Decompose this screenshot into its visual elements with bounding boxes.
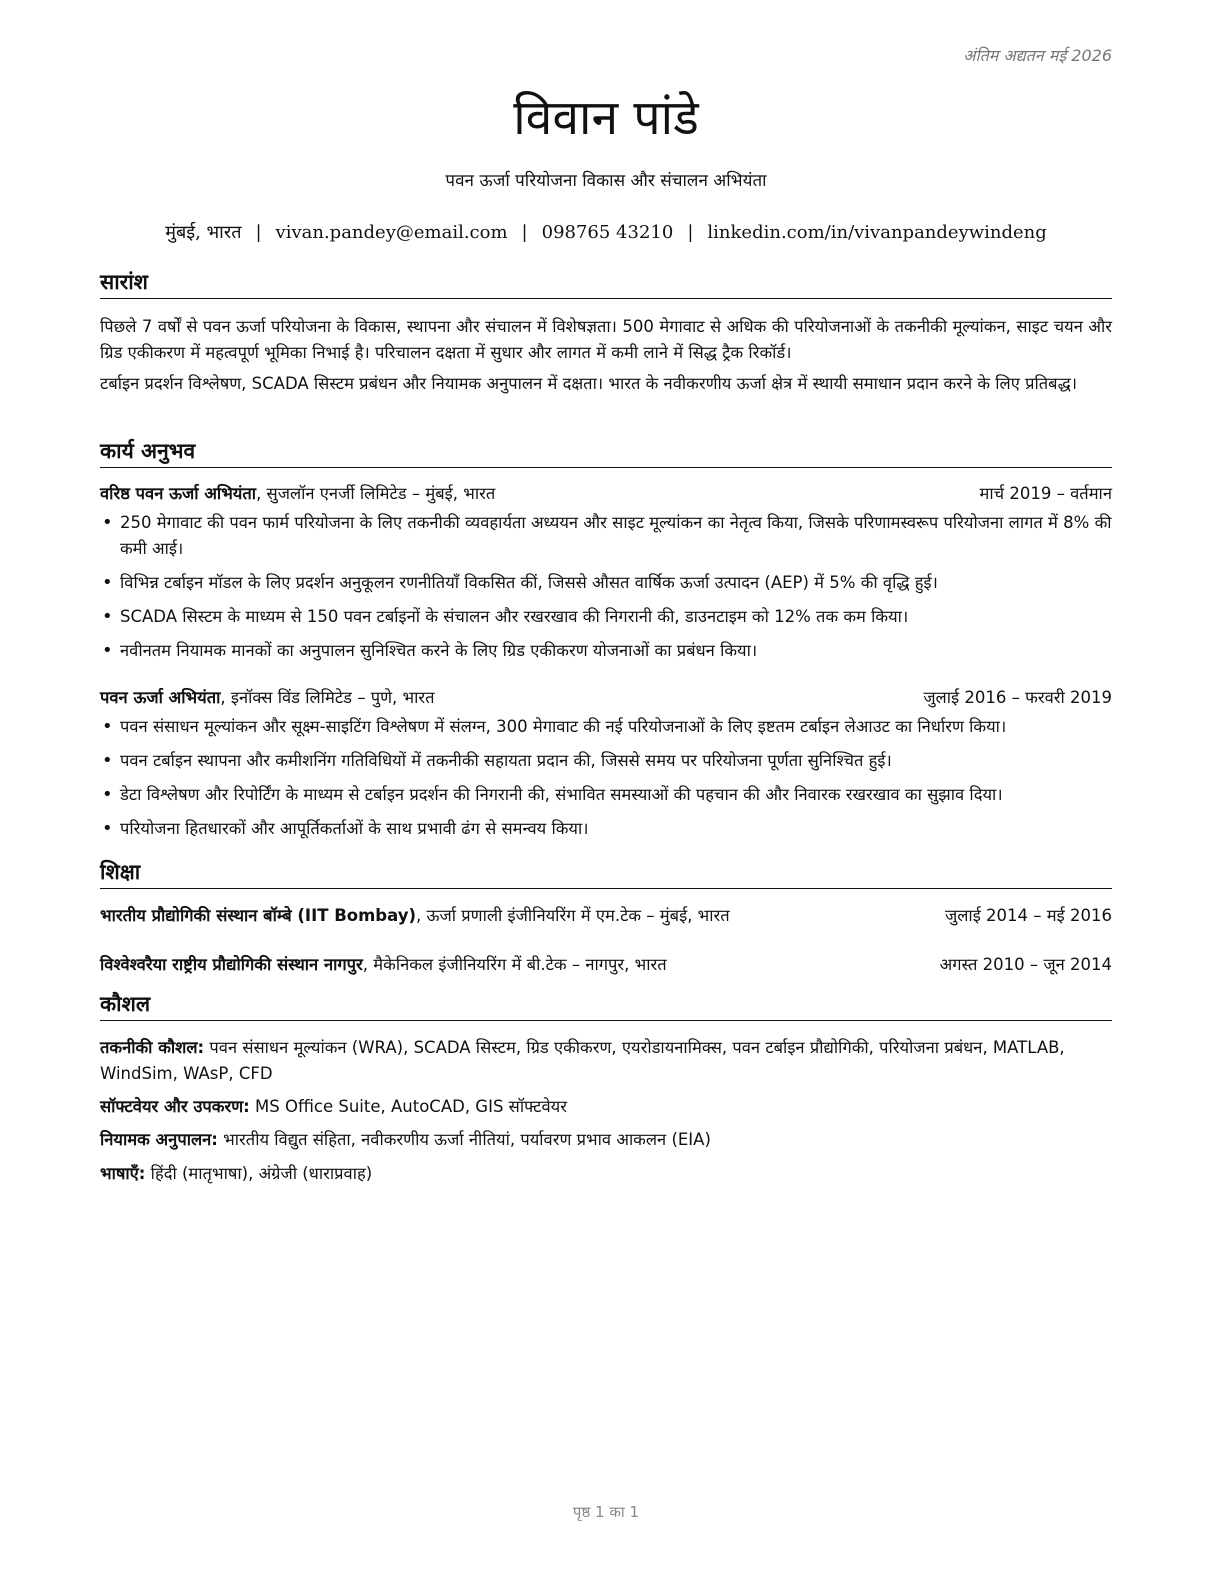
contact-separator: | bbox=[255, 222, 262, 243]
education-item bbox=[100, 952, 1112, 978]
education-item bbox=[100, 903, 1112, 929]
summary-paragraph-1: पिछले 7 वर्षों से पवन ऊर्जा परियोजना के विकास, स्थापना और संचालन में विशेषज्ञता। 500 मेगावाट से अधिक की परियोजनाओं के तकनीकी मूल्यांकन, साइट चयन और ग्रिड एकीकरण में महत्वपूर्ण भूमिका निभाई है। परिचालन दक्षता में सुधार और लागत में कमी लाने में सिद्ध ट्रैक रिकॉर्ड। bbox=[100, 317, 1112, 362]
resume-page bbox=[100, 0, 1112, 1584]
job-bullet: • डेटा विश्लेषण और रिपोर्टिंग के माध्यम से टर्बाइन प्रदर्शन की निगरानी की, संभावित समस्याओं की पहचान की और निवारक रखरखाव का सुझाव दिया। bbox=[100, 782, 1112, 808]
job-bullet: • SCADA सिस्टम के माध्यम से 150 पवन टर्बाइनों के संचालन और रखरखाव की निगरानी की, डाउनटाइम को 12% तक कम किया। bbox=[100, 604, 1112, 630]
skill-label: तकनीकी कौशल: bbox=[100, 1038, 205, 1057]
job-dates: जुलाई 2016 – फरवरी 2019 bbox=[923, 688, 1112, 707]
candidate-subtitle: पवन ऊर्जा परियोजना विकास और संचालन अभियंता bbox=[445, 171, 767, 191]
skill-value: MS Office Suite, AutoCAD, GIS सॉफ्टवेयर bbox=[249, 1097, 567, 1116]
summary-paragraph-2: टर्बाइन प्रदर्शन विश्लेषण, SCADA सिस्टम प्रबंधन और नियामक अनुपालन में दक्षता। भारत के नवीकरणीय ऊर्जा क्षेत्र में स्थायी समाधान प्रदान करने के लिए प्रतिबद्ध। bbox=[100, 374, 1078, 393]
contact-location: मुंबई, भारत bbox=[165, 222, 242, 243]
section-title-skills: कौशल bbox=[100, 990, 1112, 1021]
job-bullet: • विभिन्न टर्बाइन मॉडल के लिए प्रदर्शन अनुकूलन रणनीतियाँ विकसित कीं, जिससे औसत वार्षिक ऊर्जा उत्पादन (AEP) में 5% की वृद्धि हुई। bbox=[100, 570, 1112, 596]
education-dates: जुलाई 2014 – मई 2016 bbox=[945, 906, 1112, 925]
skill-label: भाषाएँ: bbox=[100, 1164, 146, 1183]
job-dates: मार्च 2019 – वर्तमान bbox=[979, 484, 1112, 503]
skill-line-technical bbox=[100, 1035, 1112, 1087]
section-title-education: शिक्षा bbox=[100, 858, 1112, 889]
last-updated: अंतिम अद्यतन मई 2026 bbox=[963, 46, 1112, 65]
job-role: पवन ऊर्जा अभियंता bbox=[100, 688, 221, 707]
page-number: पृष्ठ 1 का 1 bbox=[572, 1503, 640, 1521]
job-org: , इनॉक्स विंड लिमिटेड – पुणे, भारत bbox=[220, 688, 435, 707]
job-bullet: • परियोजना हितधारकों और आपूर्तिकर्ताओं के साथ प्रभावी ढंग से समन्वय किया। bbox=[100, 816, 1112, 842]
job-header bbox=[100, 481, 1112, 507]
education-dates: अगस्त 2010 – जून 2014 bbox=[939, 955, 1112, 974]
skill-line-software bbox=[100, 1094, 1112, 1120]
education-detail: , ऊर्जा प्रणाली इंजीनियरिंग में एम.टेक – मुंबई, भारत bbox=[416, 906, 730, 925]
job-header bbox=[100, 685, 1112, 711]
contact-separator: | bbox=[521, 222, 528, 243]
job-bullets bbox=[100, 510, 1112, 672]
skill-value: भारतीय विद्युत संहिता, नवीकरणीय ऊर्जा नीतियां, पर्यावरण प्रभाव आकलन (EIA) bbox=[217, 1130, 711, 1149]
contact-separator: | bbox=[687, 222, 694, 243]
education-institution: विश्वेश्वरैया राष्ट्रीय प्रौद्योगिकी संस्थान नागपुर bbox=[100, 955, 363, 974]
skill-label: नियामक अनुपालन: bbox=[100, 1130, 218, 1149]
section-title-experience: कार्य अनुभव bbox=[100, 437, 1112, 468]
job-bullet: • पवन टर्बाइन स्थापना और कमीशनिंग गतिविधियों में तकनीकी सहायता प्रदान की, जिससे समय पर परियोजना पूर्णता सुनिश्चित हुई। bbox=[100, 748, 1112, 774]
skill-value: पवन संसाधन मूल्यांकन (WRA), SCADA सिस्टम, ग्रिड एकीकरण, एयरोडायनामिक्स, पवन टर्बाइन प्रौद्योगिकी, परियोजना प्रबंधन, MATLAB, WindSim, WAsP, CFD bbox=[100, 1038, 1065, 1083]
contact-linkedin[interactable]: linkedin.com/in/vivanpandeywindeng bbox=[707, 222, 1047, 243]
contact-email[interactable]: vivan.pandey@email.com bbox=[275, 222, 508, 243]
job-bullet: • पवन संसाधन मूल्यांकन और सूक्ष्म-साइटिंग विश्लेषण में संलग्न, 300 मेगावाट की नई परियोजनाओं के लिए इष्टतम टर्बाइन लेआउट का निर्धारण किया। bbox=[100, 714, 1112, 740]
job-org: , सुजलॉन एनर्जी लिमिटेड – मुंबई, भारत bbox=[256, 484, 496, 503]
contact-line bbox=[100, 220, 1112, 244]
job-bullets bbox=[100, 714, 1112, 850]
job-role: वरिष्ठ पवन ऊर्जा अभियंता bbox=[100, 484, 257, 503]
contact-phone: 098765 43210 bbox=[541, 222, 674, 243]
section-title-summary: सारांश bbox=[100, 268, 1112, 299]
skill-value: हिंदी (मातृभाषा), अंग्रेजी (धाराप्रवाह) bbox=[145, 1164, 373, 1183]
job-bullet: • 250 मेगावाट की पवन फार्म परियोजना के लिए तकनीकी व्यवहार्यता अध्ययन और साइट मूल्यांकन का नेतृत्व किया, जिसके परिणामस्वरूप परियोजना लागत में 8% की कमी आई। bbox=[100, 510, 1112, 562]
education-detail: , मैकेनिकल इंजीनियरिंग में बी.टेक – नागपुर, भारत bbox=[362, 955, 667, 974]
education-institution: भारतीय प्रौद्योगिकी संस्थान बॉम्बे (IIT Bombay) bbox=[100, 906, 417, 925]
skill-line-regulatory bbox=[100, 1127, 1112, 1153]
skill-line-languages bbox=[100, 1161, 1112, 1187]
candidate-name: विवान पांडे bbox=[513, 90, 699, 146]
skill-label: सॉफ्टवेयर और उपकरण: bbox=[100, 1097, 250, 1116]
job-bullet: • नवीनतम नियामक मानकों का अनुपालन सुनिश्चित करने के लिए ग्रिड एकीकरण योजनाओं का प्रबंधन किया। bbox=[100, 638, 1112, 664]
